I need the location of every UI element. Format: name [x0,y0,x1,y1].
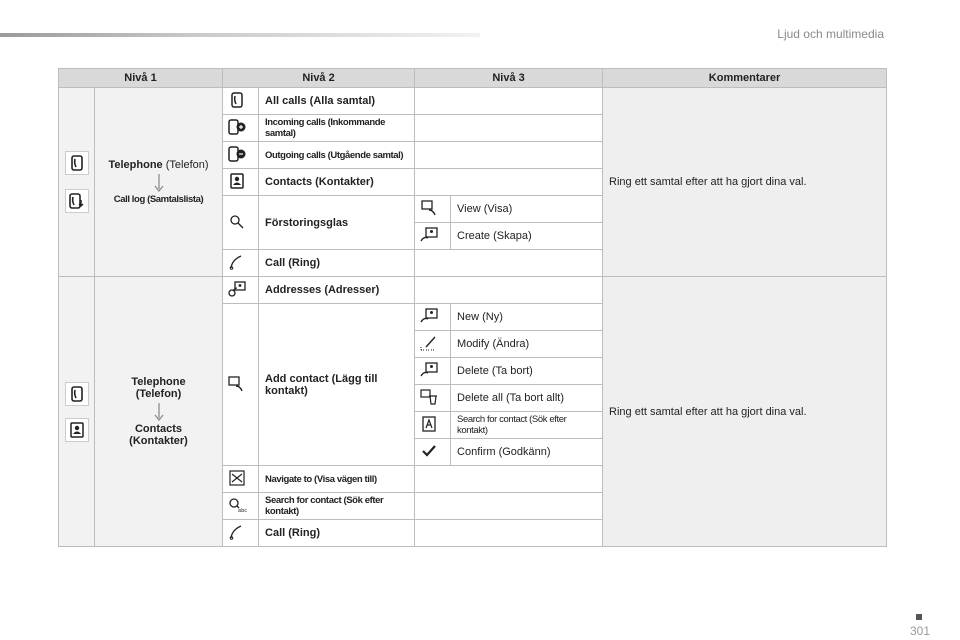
handset-icon [227,523,247,541]
col-header-level2: Nivå 2 [223,69,415,88]
level2-icon-cell [223,169,259,196]
table-header-row [59,69,887,88]
table-row [59,88,887,115]
level2-icon-cell [223,493,259,520]
level3-icon-cell [415,196,451,223]
level3-icon-cell [415,358,451,385]
col-header-comments: Kommentarer [603,69,887,88]
delete-icon [419,361,439,379]
level2-icon-cell [223,142,259,169]
search-contact-icon [227,496,247,514]
level3-create[interactable]: Create (Skapa) [451,223,603,250]
header-bar [0,33,480,37]
svg-text:abc: abc [238,508,248,514]
phone-icon [227,91,247,109]
level1-telephone-translation: (Telefon) [162,159,209,171]
col-header-level3: Nivå 3 [415,69,603,88]
level2-contacts[interactable]: Contacts (Kontakter) [259,169,415,196]
level2-addresses[interactable]: Addresses (Adresser) [259,277,415,304]
empty-level3-cell [415,466,603,493]
empty-level3-cell [415,88,603,115]
page-number: 301 [909,624,930,638]
level2-icon-cell [223,304,259,466]
level3-modify[interactable]: Modify (Ändra) [451,331,603,358]
handset-icon [227,253,247,271]
search-icon [419,415,439,433]
level2-search-contact[interactable]: Search for contact (Sök efter kontakt) [259,493,415,520]
level1-icons-contacts [59,277,95,547]
menu-table [58,68,887,547]
level2-icon-cell [223,88,259,115]
empty-level3-cell [415,169,603,196]
empty-level3-cell [415,277,603,304]
modify-icon [419,334,439,352]
contacts-icon [227,172,247,190]
level1-icons-call-log [59,88,95,277]
table-row [59,277,887,304]
outgoing-call-icon [227,145,247,163]
level3-icon-cell [415,385,451,412]
level3-icon-cell [415,304,451,331]
level3-search-contact[interactable]: Search for contact (Sök efter kontakt) [451,412,603,439]
view-icon [419,199,439,217]
level2-navigate-to[interactable]: Navigate to (Visa vägen till) [259,466,415,493]
level3-view[interactable]: View (Visa) [451,196,603,223]
page-marker [916,614,922,620]
contacts-icon [65,418,89,442]
level2-icon-cell [223,196,259,250]
empty-level3-cell [415,493,603,520]
level2-all-calls[interactable]: All calls (Alla samtal) [259,88,415,115]
level2-icon-cell [223,115,259,142]
level3-icon-cell [415,331,451,358]
magnifier-icon [227,213,247,231]
addresses-icon [227,280,247,298]
section-title: Ljud och multimedia [777,27,884,41]
level1-telephone-label: Telephone [108,159,163,171]
incoming-call-icon [227,118,247,136]
level1-telephone-translation: (Telefon) [135,388,182,400]
call-log-icon [65,189,89,213]
delete-all-icon [419,388,439,406]
level2-icon-cell [223,277,259,304]
phone-icon [65,151,89,175]
arrow-down-icon [154,403,164,421]
level1-contacts-label: Contacts [134,423,183,435]
empty-level3-cell [415,142,603,169]
navigate-icon [227,469,247,487]
level1-telephone-call-log [95,88,223,277]
comment-cell: Ring ett samtal efter att ha gjort dina val. [603,277,887,547]
comment-cell: Ring ett samtal efter att ha gjort dina val. [603,88,887,277]
level2-icon-cell [223,250,259,277]
level1-call-log-label: Call log (Samtalslista) [113,194,204,205]
level3-icon-cell [415,223,451,250]
level2-incoming-calls[interactable]: Incoming calls (Inkommande samtal) [259,115,415,142]
add-contact-icon [227,375,247,393]
level2-outgoing-calls[interactable]: Outgoing calls (Utgående samtal) [259,142,415,169]
level1-telephone-label: Telephone [131,376,186,388]
level3-confirm[interactable]: Confirm (Godkänn) [451,439,603,466]
level2-icon-cell [223,466,259,493]
checkmark-icon [419,442,439,460]
new-icon [419,307,439,325]
level2-call[interactable]: Call (Ring) [259,520,415,547]
level2-add-contact[interactable]: Add contact (Lägg till kontakt) [259,304,415,466]
level3-icon-cell [415,439,451,466]
col-header-level1: Nivå 1 [59,69,223,88]
level3-delete-all[interactable]: Delete all (Ta bort allt) [451,385,603,412]
level1-contacts-translation: (Kontakter) [129,435,188,447]
level2-magnifier[interactable]: Förstoringsglas [259,196,415,250]
level3-new[interactable]: New (Ny) [451,304,603,331]
empty-level3-cell [415,520,603,547]
empty-level3-cell [415,115,603,142]
arrow-down-icon [154,174,164,192]
level2-icon-cell [223,520,259,547]
level3-icon-cell [415,412,451,439]
level2-call[interactable]: Call (Ring) [259,250,415,277]
level3-delete[interactable]: Delete (Ta bort) [451,358,603,385]
phone-icon [65,382,89,406]
empty-level3-cell [415,250,603,277]
create-icon [419,226,439,244]
level1-telephone-contacts [95,277,223,547]
